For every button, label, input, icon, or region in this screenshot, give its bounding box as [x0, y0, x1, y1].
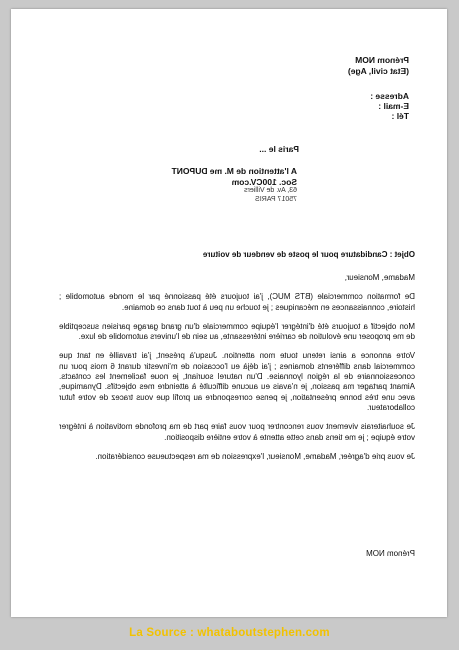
mirrored-letter: [11, 9, 447, 617]
recipient-company: Soc. 100CV.com: [231, 176, 297, 187]
email-label: E-mail :: [378, 101, 409, 111]
recipient-city: 75017 PARIS: [255, 196, 297, 203]
recipient-street: 63, Av. de Villiers: [244, 187, 297, 195]
letter-page: [11, 9, 447, 617]
letter-subject: Objet : Candidature pour le poste de vendeur de voiture: [202, 250, 415, 259]
letter-body: [59, 273, 415, 471]
source-credit: La Source : whataboutstephen.com: [129, 627, 330, 639]
sender-header: [348, 55, 409, 76]
place-date: Paris le ...: [259, 144, 299, 154]
paragraph: Je souhaiterais vivement vous rencontrer pour vous faire part de ma profonde motivation à intégrer votre équipe ; je me tiens dans cette attente à votre entière disposition.: [59, 422, 415, 442]
sender-name: Prénom NOM: [355, 55, 409, 65]
paragraph: De formation commerciale (BTS MUC), j'ai toujours été passionné par le monde automobile ; histoire, connaissances en mécaniques ; je touche un peu à tout dans ce domaine.: [59, 292, 415, 312]
signature: Prénom NOM: [366, 549, 415, 558]
paragraph: Mon objectif a toujours été d'intégrer l'équipe commerciale d'un grand garage parisien susceptible de me proposer une évolution de carrière intéressante, au sein de l'univers automobile de luxe.: [59, 321, 415, 342]
phone-label: Tél :: [391, 111, 409, 121]
paragraph: Votre annonce a ainsi retenu toute mon attention. Jusqu'à présent, j'ai travaillé en tant que commercial dans différents domaines ; j'ai déjà eu l'occasion de m'investir durant 6 mois pour un concessionnaire de la région lyonnaise. D'un naturel souriant, je noue facilement les contacts. Aimant partager ma passion, je n'avais eu aucune difficulté à atteindre mes objectifs. Dynamique, avec une très bonne présentation, je pense correspondre au profil que vous tracez de votre futur collaborateur.: [59, 351, 415, 412]
address-label: Adresse :: [370, 91, 409, 101]
paragraph: Je vous prie d'agréer, Madame, Monsieur, l'expression de ma respectueuse considération.: [95, 451, 415, 461]
sender-contact: [370, 91, 409, 121]
recipient-attention: A l'attention de M. me DUPONT: [171, 166, 297, 176]
sender-civil-status: (Etat civil, Age): [347, 65, 409, 76]
salutation: Madame, Monsieur,: [344, 273, 415, 282]
recipient-block: [172, 166, 297, 205]
